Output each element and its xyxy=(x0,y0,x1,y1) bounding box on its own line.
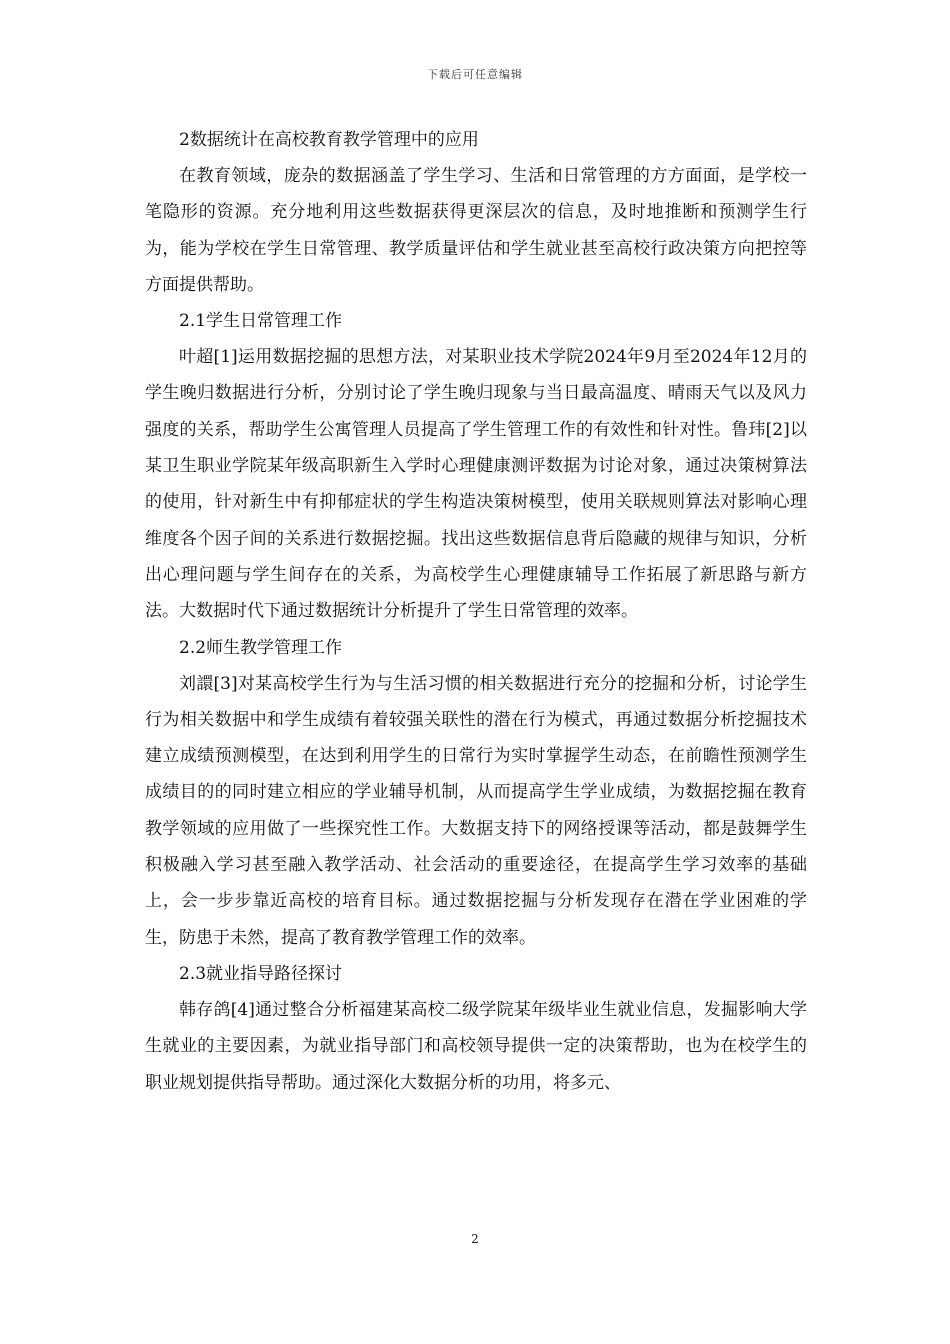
section-2-paragraph: 在教育领域，庞杂的数据涵盖了学生学习、生活和日常管理的方方面面，是学校一笔隐形的资源。充分地利用这些数据获得更深层次的信息，及时地推断和预测学生行为，能为学校在学生日常管理、教学质量评估和学生就业甚至高校行政决策方向把控等方面提供帮助。 xyxy=(145,166,807,295)
section-2-3-paragraph: 韩存鸽[4]通过整合分析福建某高校二级学院某年级毕业生就业信息，发掘影响大学生就业的主要因素，为就业指导部门和高校领导提供一定的决策帮助，也为在校学生的职业规划提供指导帮助。通过深化大数据分析的功用，将多元、 xyxy=(145,999,807,1093)
page-header: 下载后可任意编辑 xyxy=(427,68,523,81)
document-body xyxy=(145,122,807,1101)
section-2-3-title: 2.3就业指导路径探讨 xyxy=(179,963,343,984)
section-2-2-title: 2.2师生教学管理工作 xyxy=(179,637,343,658)
section-2-title: 2数据统计在高校教育教学管理中的应用 xyxy=(179,130,479,150)
section-2-1-paragraph: 叶超[1]运用数据挖掘的思想方法，对某职业技术学院2024年9月至2024年12月的学生晚归数据进行分析，分别讨论了学生晚归现象与当日最高温度、晴雨天气以及风力强度的关系，帮助学生公寓管理人员提高了学生管理工作的有效性和针对性。鲁玮[2]以某卫生职业学院某年级高职新生入学时心理健康测评数据为讨论对象，通过决策树算法的使用，针对新生中有抑郁症状的学生构造决策树模型，使用关联规则算法对影响心理维度各个因子间的关系进行数据挖掘。找出这些数据信息背后隐藏的规律与知识，分析出心理问题与学生间存在的关系，为高校学生心理健康辅导工作拓展了新思路与新方法。大数据时代下通过数据统计分析提升了学生日常管理的效率。 xyxy=(145,347,807,622)
section-2-2-paragraph: 刘譞[3]对某高校学生行为与生活习惯的相关数据进行充分的挖掘和分析，讨论学生行为相关数据中和学生成绩有着较强关联性的潜在行为模式，再通过数据分析挖掘技术建立成绩预测模型，在达到利用学生的日常行为实时掌握学生动态，在前瞻性预测学生成绩目的的同时建立相应的学业辅导机制，从而提高学生学业成绩，为数据挖掘在教育教学领域的应用做了一些探究性工作。大数据支持下的网络授课等活动，都是鼓舞学生积极融入学习甚至融入教学活动、社会活动的重要途径，在提高学生学习效率的基础上，会一步步靠近高校的培育目标。通过数据挖掘与分析发现存在潜在学业困难的学生，防患于未然，提高了教育教学管理工作的效率。 xyxy=(145,673,807,948)
section-2-1-title: 2.1学生日常管理工作 xyxy=(179,311,343,332)
page-number: 2 xyxy=(471,1232,479,1246)
